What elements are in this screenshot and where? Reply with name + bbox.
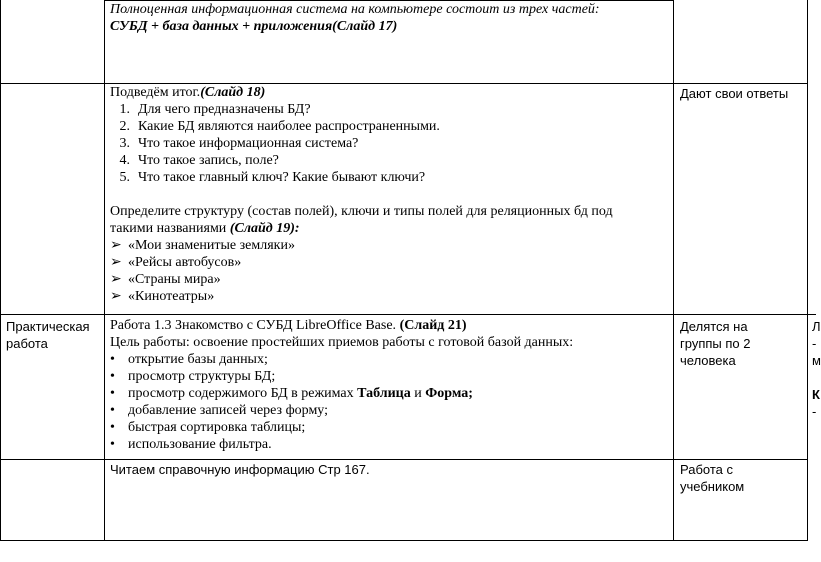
dot-bullet-icon: • bbox=[110, 403, 115, 418]
border-bottom bbox=[0, 540, 808, 541]
slide-ref: (Слайд 19): bbox=[229, 221, 300, 236]
task-line-1: Определите структуру (состав полей), ключи и типы полей для реляционных бд под bbox=[110, 204, 613, 219]
work-goal: Цель работы: освоение простейших приемов работы с готовой базой данных: bbox=[110, 335, 574, 350]
arrow-bullet-icon: ➢ bbox=[110, 238, 122, 253]
list-item: • использование фильтра. bbox=[110, 437, 272, 452]
list-item: 1. Для чего предназначены БД? bbox=[119, 102, 311, 117]
arrow-bullet-icon: ➢ bbox=[110, 272, 122, 287]
list-item: • просмотр содержимого БД в режимах Таблица и Форма; bbox=[110, 386, 473, 401]
list-item: 2. Какие БД являются наиболее распространенными. bbox=[119, 119, 440, 134]
summary-heading bbox=[110, 84, 613, 101]
work-steps-list bbox=[110, 351, 573, 453]
list-item: • открытие базы данных; bbox=[110, 352, 268, 367]
row3-content bbox=[110, 317, 573, 453]
dot-bullet-icon: • bbox=[110, 437, 115, 452]
cut-off-column-text: Л - м К - bbox=[812, 319, 821, 419]
slide-ref: (Слайд 21) bbox=[399, 318, 467, 333]
row1-content bbox=[110, 1, 600, 35]
slide-ref: (Слайд 18) bbox=[200, 85, 266, 100]
col-divider-2 bbox=[673, 0, 674, 541]
row4-student-action: Работа с учебником bbox=[680, 462, 745, 494]
col-divider-1 bbox=[104, 0, 105, 541]
stage-label: Практическая работа bbox=[6, 319, 90, 351]
row-divider-2 bbox=[0, 314, 816, 315]
list-item: 3. Что такое информационная система? bbox=[119, 136, 359, 151]
border-left bbox=[0, 0, 1, 541]
list-item: • добавление записей через форму; bbox=[110, 403, 329, 418]
row1-line1: Полноценная информационная система на компьютере состоит из трех частей: bbox=[110, 2, 600, 17]
row3-student-action: Делятся на группы по 2 человека bbox=[680, 319, 751, 368]
summary-label: Подведём итог. bbox=[110, 85, 201, 100]
col-divider-3 bbox=[807, 0, 808, 541]
arrow-bullet-icon: ➢ bbox=[110, 255, 122, 270]
task-line-2: такими названиями (Слайд 19): bbox=[110, 221, 300, 236]
row2-student-action: Дают свои ответы bbox=[680, 86, 789, 101]
examples-list bbox=[110, 237, 613, 305]
list-item: ➢ «Страны мира» bbox=[110, 272, 221, 287]
questions-list bbox=[110, 101, 613, 186]
dot-bullet-icon: • bbox=[110, 420, 115, 435]
row1-line2: СУБД + база данных + приложения(Слайд 17) bbox=[110, 19, 398, 34]
row2-content bbox=[110, 84, 613, 305]
dot-bullet-icon: • bbox=[110, 369, 115, 384]
work-title: Работа 1.3 Знакомство с СУБД LibreOffice Base. (Слайд 21) bbox=[110, 318, 467, 333]
list-item: ➢ «Мои знаменитые земляки» bbox=[110, 238, 295, 253]
list-item: 5. Что такое главный ключ? Какие бывают ключи? bbox=[119, 170, 426, 185]
row4-content: Читаем справочную информацию Стр 167. bbox=[110, 462, 370, 477]
list-item: • просмотр структуры БД; bbox=[110, 369, 276, 384]
arrow-bullet-icon: ➢ bbox=[110, 289, 122, 304]
list-item: ➢ «Рейсы автобусов» bbox=[110, 255, 242, 270]
row-divider-3 bbox=[0, 459, 808, 460]
dot-bullet-icon: • bbox=[110, 386, 115, 401]
list-item: ➢ «Кинотеатры» bbox=[110, 289, 215, 304]
list-item: • быстрая сортировка таблицы; bbox=[110, 420, 306, 435]
dot-bullet-icon: • bbox=[110, 352, 115, 367]
list-item: 4. Что такое запись, поле? bbox=[119, 153, 279, 168]
